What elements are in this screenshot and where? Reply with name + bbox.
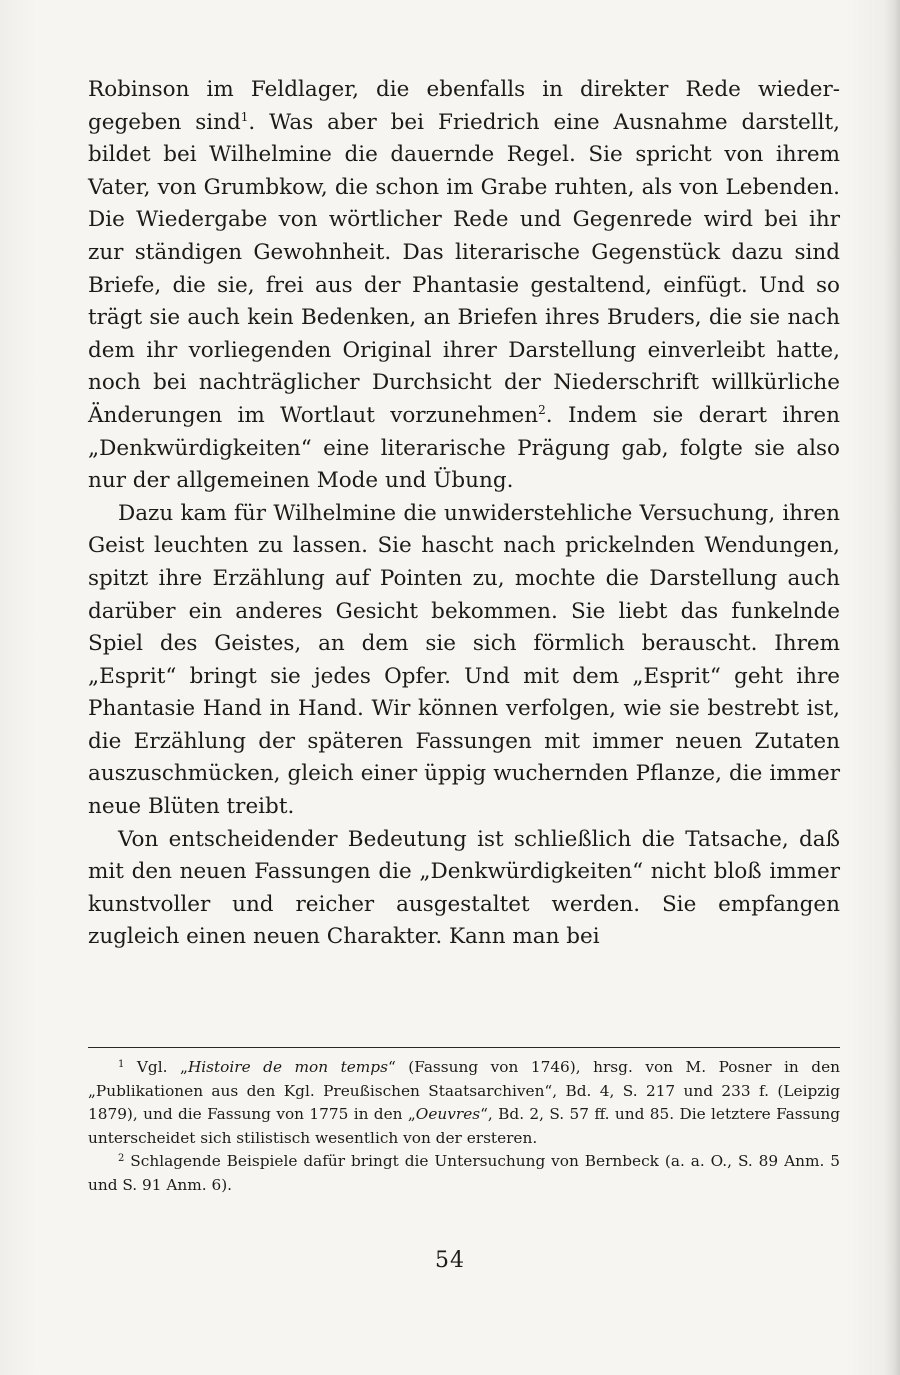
paragraph	[88, 824, 840, 954]
text-run: “, Bd. 2, S. 57 ff. und 85. Die letztere Fassung unterscheidet sich stilistisch wesentlich von der ersteren.	[88, 1105, 840, 1147]
main-text	[88, 74, 840, 954]
footnote-marker: 1	[240, 109, 249, 124]
footnote-marker: 2	[538, 402, 546, 417]
footnote	[88, 1150, 840, 1197]
text-run: Schlagende Beispiele dafür bringt die Untersuchung von Bernbeck (a. a. O., S. 89 Anm. 5 und S. 91 Anm. 6).	[88, 1152, 840, 1194]
text-run: Vgl. „	[124, 1058, 188, 1076]
text-run: Robinson im Feldlager, die ebenfalls in direkter Rede wiedergegeben sind	[88, 77, 840, 135]
page-number: 54	[435, 1248, 465, 1273]
footnote-divider	[88, 1047, 840, 1048]
italic-title: Oeuvres	[415, 1105, 481, 1124]
text-run: Von entscheidender Bedeutung ist schließlich die Tatsache, daß mit den neuen Fassungen die „Denkwürdigkeiten“ nicht bloß immer kunstvoller und reicher ausgestaltet werden. Sie empfangen zugleich einen neuen Charakter. Kann man bei	[88, 826, 840, 950]
binding-shadow	[884, 0, 900, 1375]
footnotes	[88, 1056, 840, 1198]
footnote	[88, 1056, 840, 1150]
text-run: . Indem sie derart ihren „Denkwürdigkeiten“ eine literarische Prägung gab, folgte sie also nur der allgemeinen Mode und Übung.	[88, 402, 841, 494]
text-run: “ (Fassung von 1746), hrsg. von M. Posner in den „Publikationen aus den Kgl. Preußischen Staatsarchiven“, Bd. 4, S. 217 und 233 f. (Leipzig 1879), und die Fassung von 1775 in den „	[88, 1058, 840, 1124]
paragraph	[88, 498, 840, 824]
italic-title: Histoire de mon temps	[187, 1058, 388, 1076]
footnote-marker: 2	[118, 1153, 125, 1165]
paragraph	[88, 74, 840, 498]
text-run: Dazu kam für Wilhelmine die unwiderstehliche Versuchung, ihren Geist leuchten zu lassen. Sie hascht nach prickelnden Wendungen, spitzt ihre Erzählung auf Pointen zu, mochte die Darstellung auch darüber ein anderes Gesicht bekommen. Sie liebt das funkelnde Spiel des Geistes, an dem sie sich förmlich berauscht. Ihrem „Esprit“ bringt sie jedes Opfer. Und mit dem „Esprit“ geht ihre Phantasie Hand in Hand. Wir können verfolgen, wie sie bestrebt ist, die Erzählung der späteren Fassungen mit immer neuen Zutaten auszuschmücken, gleich einer üppig wuchernden Pflanze, die immer neue Blüten treibt.	[88, 500, 840, 820]
footnote-marker: 1	[118, 1059, 125, 1070]
text-run: . Was aber bei Friedrich eine Ausnahme darstellt, bildet bei Wilhelmine die dauernde Regel. Sie spricht von ihrem Vater, von Grumbkow, die schon im Grabe ruhten, als von Lebenden. Die Wiedergabe von wörtlicher Rede und Gegenrede wird bei ihr zur ständigen Gewohnheit. Das literarische Gegenstück dazu sind Briefe, die sie, frei aus der Phantasie gestaltend, einfügt. Und so trägt sie auch kein Bedenken, an Briefen ihres Bruders, die sie nach dem ihr vorliegenden Original ihrer Darstellung einverleibt hatte, noch bei nachträglicher Durchsicht der Niederschrift willkürliche Änderungen im Wortlaut vorzunehmen	[88, 109, 840, 428]
